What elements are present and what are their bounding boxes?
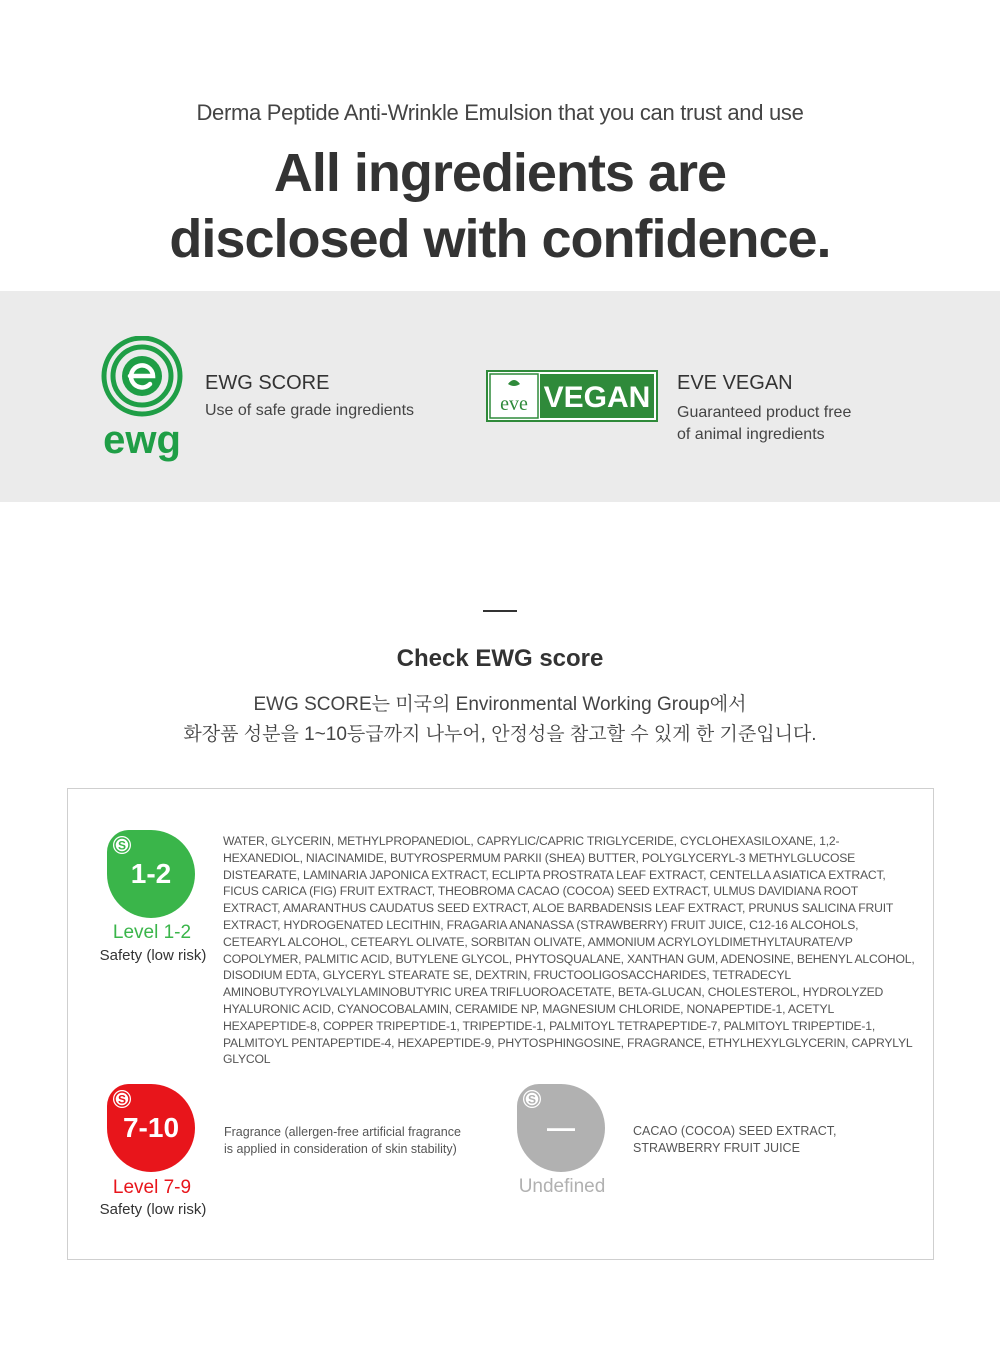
vegan-title: EVE VEGAN [677, 372, 793, 394]
level-low-ingredients: WATER, GLYCERIN, METHYLPROPANEDIOL, CAPRYLIC/CAPRIC TRIGLYCERIDE, CYCLOHEXASILOXANE, 1,2-HEXANEDIOL, NIACINAMIDE, BUTYROSPERMUM PARKII (SHEA) BUTTER, POLYGLYCERYL-3 METHYLGLUCOSE DISTEARATE, LAMINARIA JAPONICA EXTRACT, ECLIPTA PROSTRATA LEAF EXTRACT, CENTELLA ASIATICA EXTRACT, FICUS CARICA (FIG) FRUIT EXTRACT, THEOBROMA CACAO (COCOA) SEED EXTRACT, ULMUS DAVIDIANA ROOT EXTRACT, AMARANTHUS CAUDATUS SEED EXTRACT, ALOE BARBADENSIS LEAF EXTRACT, PRUNUS SALICINA FRUIT EXTRACT, HYDROGENATED LECITHIN, FRAGARIA ANANASSA (STRAWBERRY) FRUIT JUICE, C12-16 ALCOHOLS, CETEARYL ALCOHOL, CETEARYL OLIVATE, SORBITAN OLIVATE, AMMONIUM ACRYLOYLDIMETHYLTAURATE/VP COPOLYMER, PALMITIC ACID, BUTYLENE GLYCOL, PHYTOSQUALANE, XANTHAN GUM, ADENOSINE, BEHENYL ALCOHOL, DISODIUM EDTA, GLYCERYL STEARATE SE, DEXTRIN, FRUCTOOLIGOSACCHARIDES, TETRADECYL AMINOBUTYROYLVALYLAMINOBUTYRIC UREA TRIFLUOROACETATE, BETA-GLUCAN, CHOLESTEROL, HYDROLYZED HYALURONIC ACID, CYANOCOBALAMIN, CERAMIDE NP, MAGNESIUM CHLORIDE, NONAPEPTIDE-1, ACETYL HEXAPEPTIDE-8, COPPER TRIPEPTIDE-1, TRIPEPTIDE-1, PALMITOYL TETRAPEPTIDE-7, PALMITOYL TRIPEPTIDE-1, PALMITOYL PENTAPEPTIDE-4, HEXAPEPTIDE-9, PHYTOSPHINGOSINE, FRAGRANCE, ETHYLHEXYLGLYCERIN, CAPRYLYL GLYCOL [223, 834, 915, 1067]
level-undefined-note-line-1: CACAO (COCOA) SEED EXTRACT, [633, 1124, 837, 1138]
level-high-note-line-2: is applied in consideration of skin stability) [224, 1142, 457, 1156]
level-high-note-line-1: Fragrance (allergen-free artificial fragrance [224, 1125, 461, 1139]
vegan-logo-icon [486, 370, 658, 422]
level-high-note [224, 1124, 484, 1158]
check-description-line-2: 화장품 성분을 1~10등급까지 나누어, 안정성을 참고할 수 있게 한 기준입니다. [183, 724, 817, 745]
vegan-logo-vegan-text: VEGAN [543, 381, 651, 414]
vegan-description-line-1: Guaranteed product free [677, 404, 852, 421]
headline-line-1: All ingredients are [273, 143, 727, 203]
level-high-badge-number: 7-10 [122, 1112, 180, 1143]
level-undefined-note-line-2: STRAWBERRY FRUIT JUICE [633, 1141, 800, 1155]
level-high-badge [107, 1084, 195, 1172]
ewg-logo-text: ewg [103, 418, 181, 462]
svg-text:S: S [117, 1092, 127, 1107]
ewg-logo-icon [100, 336, 184, 464]
vegan-description [677, 402, 897, 446]
level-undefined-note [633, 1123, 893, 1157]
level-low-badge [107, 830, 195, 918]
check-description-line-1: EWG SCORE는 미국의 Environmental Working Group에서 [253, 694, 747, 715]
level-undefined-badge-dash: — [547, 1112, 575, 1143]
svg-text:S: S [527, 1092, 537, 1107]
headline-line-2: disclosed with confidence. [169, 209, 831, 269]
level-high-sub: Safety (low risk) [99, 1201, 207, 1218]
svg-text:S: S [117, 838, 127, 853]
vegan-description-line-2: of animal ingredients [677, 426, 825, 443]
check-ewg-description [0, 690, 1000, 750]
check-ewg-title: Check EWG score [396, 645, 604, 672]
level-undefined-label: Undefined [518, 1176, 606, 1197]
level-undefined-badge [517, 1084, 605, 1172]
section-divider [483, 610, 517, 612]
ewg-title: EWG SCORE [205, 372, 330, 394]
level-low-sub: Safety (low risk) [99, 947, 207, 964]
intro-subtitle: Derma Peptide Anti-Wrinkle Emulsion that you can trust and use [196, 100, 804, 125]
vegan-logo-eve-text: eve [500, 393, 528, 415]
level-low-label: Level 1-2 [112, 922, 192, 943]
intro-headline [0, 140, 1000, 272]
ewg-description: Use of safe grade ingredients [205, 402, 415, 419]
level-low-badge-number: 1-2 [130, 858, 172, 889]
level-high-label: Level 7-9 [112, 1177, 192, 1198]
